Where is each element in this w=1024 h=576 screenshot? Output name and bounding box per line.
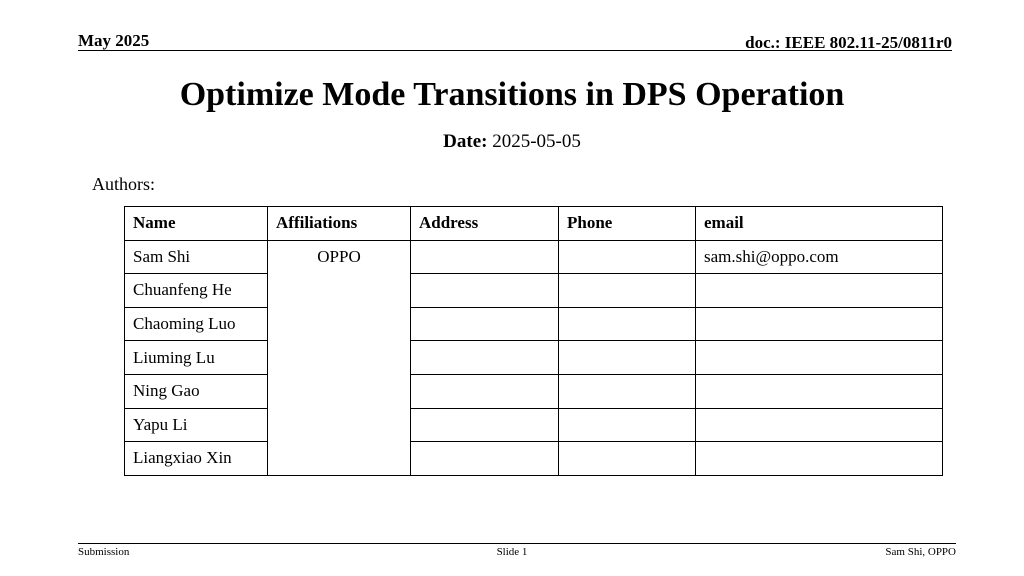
author-phone [559, 374, 696, 408]
footer-author: Sam Shi, OPPO [885, 546, 956, 558]
author-address [411, 442, 559, 476]
author-phone [559, 442, 696, 476]
author-address [411, 408, 559, 442]
author-address [411, 341, 559, 375]
author-phone [559, 341, 696, 375]
date-value: 2025-05-05 [492, 131, 581, 152]
author-phone [559, 408, 696, 442]
author-name: Liuming Lu [125, 341, 268, 375]
column-header-address: Address [411, 207, 559, 241]
header-date: May 2025 [78, 31, 150, 50]
column-header-email: email [696, 207, 943, 241]
author-email [696, 274, 943, 308]
table-row [125, 442, 943, 476]
footer-submission: Submission [78, 546, 130, 558]
author-email: sam.shi@oppo.com [696, 240, 943, 274]
table-row [125, 374, 943, 408]
header-doc-id: doc.: IEEE 802.11-25/0811r0 [745, 33, 952, 52]
author-phone [559, 307, 696, 341]
table-row [125, 341, 943, 375]
author-email [696, 341, 943, 375]
author-name: Chaoming Luo [125, 307, 268, 341]
date-line [0, 131, 1024, 153]
author-email [696, 442, 943, 476]
header-divider [78, 50, 952, 51]
author-phone [559, 240, 696, 274]
author-address [411, 240, 559, 274]
table-row [125, 240, 943, 274]
column-header-affiliations: Affiliations [268, 207, 411, 241]
table-row [125, 408, 943, 442]
footer-slide-number: Slide 1 [496, 546, 528, 558]
footer-divider [78, 543, 956, 544]
table-row [125, 307, 943, 341]
author-email [696, 408, 943, 442]
author-phone [559, 274, 696, 308]
author-name: Ning Gao [125, 374, 268, 408]
column-header-phone: Phone [559, 207, 696, 241]
authors-label: Authors: [92, 174, 155, 194]
author-name: Chuanfeng He [125, 274, 268, 308]
author-address [411, 274, 559, 308]
authors-table [124, 206, 943, 476]
column-header-name: Name [125, 207, 268, 241]
author-name: Yapu Li [125, 408, 268, 442]
author-email [696, 307, 943, 341]
author-name: Liangxiao Xin [125, 442, 268, 476]
author-affiliation: OPPO [268, 240, 411, 475]
author-address [411, 307, 559, 341]
author-address [411, 374, 559, 408]
author-email [696, 374, 943, 408]
date-label: Date: [443, 131, 488, 152]
table-row [125, 274, 943, 308]
slide-title: Optimize Mode Transitions in DPS Operation [179, 76, 845, 113]
table-header-row [125, 207, 943, 241]
author-name: Sam Shi [125, 240, 268, 274]
